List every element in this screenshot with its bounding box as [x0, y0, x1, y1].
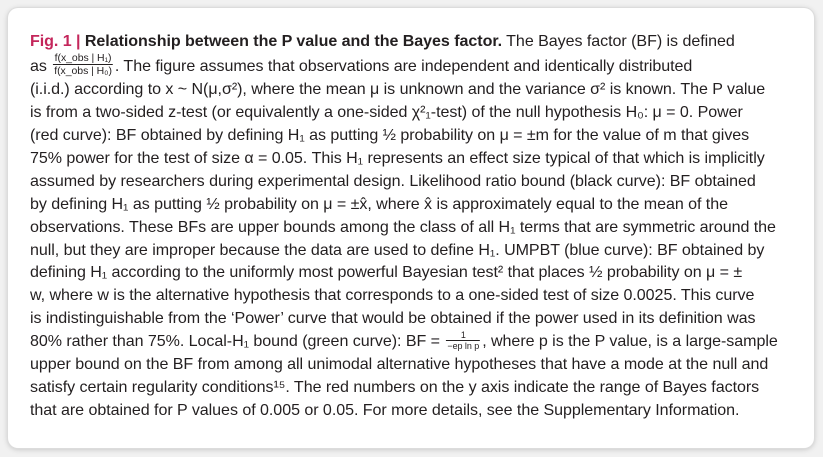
- caption-line-5: (red curve): BF obtained by defining H₁ as putting ½ probability on μ = ±m for the value of m that gives: [30, 125, 750, 144]
- caption-line-14: 80% rather than 75%. Local-H₁ bound (green curve): BF = $\frac{1}{\text{−ep ln p}}$ , where p is the P value, is a large-sample: [30, 330, 778, 352]
- figure-caption: [30, 30, 814, 422]
- caption-line-3: (i.i.d.) according to x ~ N(μ,σ²), where the mean μ is unknown and the variance σ² is known. The P value: [30, 80, 766, 99]
- caption-line-1: Fig. 1 | Relationship between the P value and the Bayes factor. The Bayes factor (BF) is defined: [30, 32, 735, 50]
- caption-line-9: observations. These BFs are upper bounds among the class of all H₁ terms that are symmetric around the: [30, 217, 776, 236]
- local-bound-fraction: $\frac{1}{\text{−ep ln p}}$: [447, 330, 480, 352]
- caption-line-15: upper bound on the BF from among all unimodal alternative hypotheses that have a mode at the null and: [30, 355, 769, 374]
- caption-card: [8, 8, 814, 448]
- bf-definition-fraction: $\frac{\text{f(x\_obs | H₁)}}{\text{f(x\_obs | H₀)}}$: [54, 52, 112, 78]
- caption-line-13: is indistinguishable from the ‘Power’ curve that would be obtained if the power used in its definition was: [30, 309, 756, 328]
- caption-line-10: null, but they are improper because the data are used to define H₁. UMPBT (blue curve): BF obtained by: [30, 240, 765, 259]
- caption-line-4: is from a two-sided z-test (or equivalently a one-sided χ²₁-test) of the null hypothesis H₀: μ = 0. Power: [30, 103, 743, 122]
- caption-line-12: w, where w is the alternative hypothesis that corresponds to a one-sided test of size 0.0025. This curve: [30, 286, 755, 305]
- caption-line-6: 75% power for the test of size α = 0.05. This H₁ represents an effect size typical of that which is implicitly: [30, 148, 765, 167]
- caption-line-2: as $\frac{\text{f(x\_obs | H₁)}}{\text{f(x\_obs | H₀)}}$ . The figure assumes that observations are independent and identically distributed: [30, 52, 693, 78]
- caption-line-17: that are obtained for P values of 0.005 or 0.05. For more details, see the Supplementary Information.: [30, 400, 740, 419]
- caption-line-11: defining H₁ according to the uniformly most powerful Bayesian test² that places ½ probability on μ = ±: [30, 263, 743, 282]
- figure-label: Fig. 1 |: [30, 32, 81, 50]
- figure-title: Relationship between the P value and the Bayes factor.: [84, 32, 503, 50]
- caption-line-16: satisfy certain regularity conditions¹⁵. The red numbers on the y axis indicate the range of Bayes factors: [30, 377, 760, 396]
- caption-line-8: by defining H₁ as putting ½ probability on μ = ±x̂, where x̂ is approximately equal to the mean of the: [30, 194, 728, 213]
- caption-line-7: assumed by researchers during experimental design. Likelihood ratio bound (black curve): BF obtained: [30, 171, 756, 190]
